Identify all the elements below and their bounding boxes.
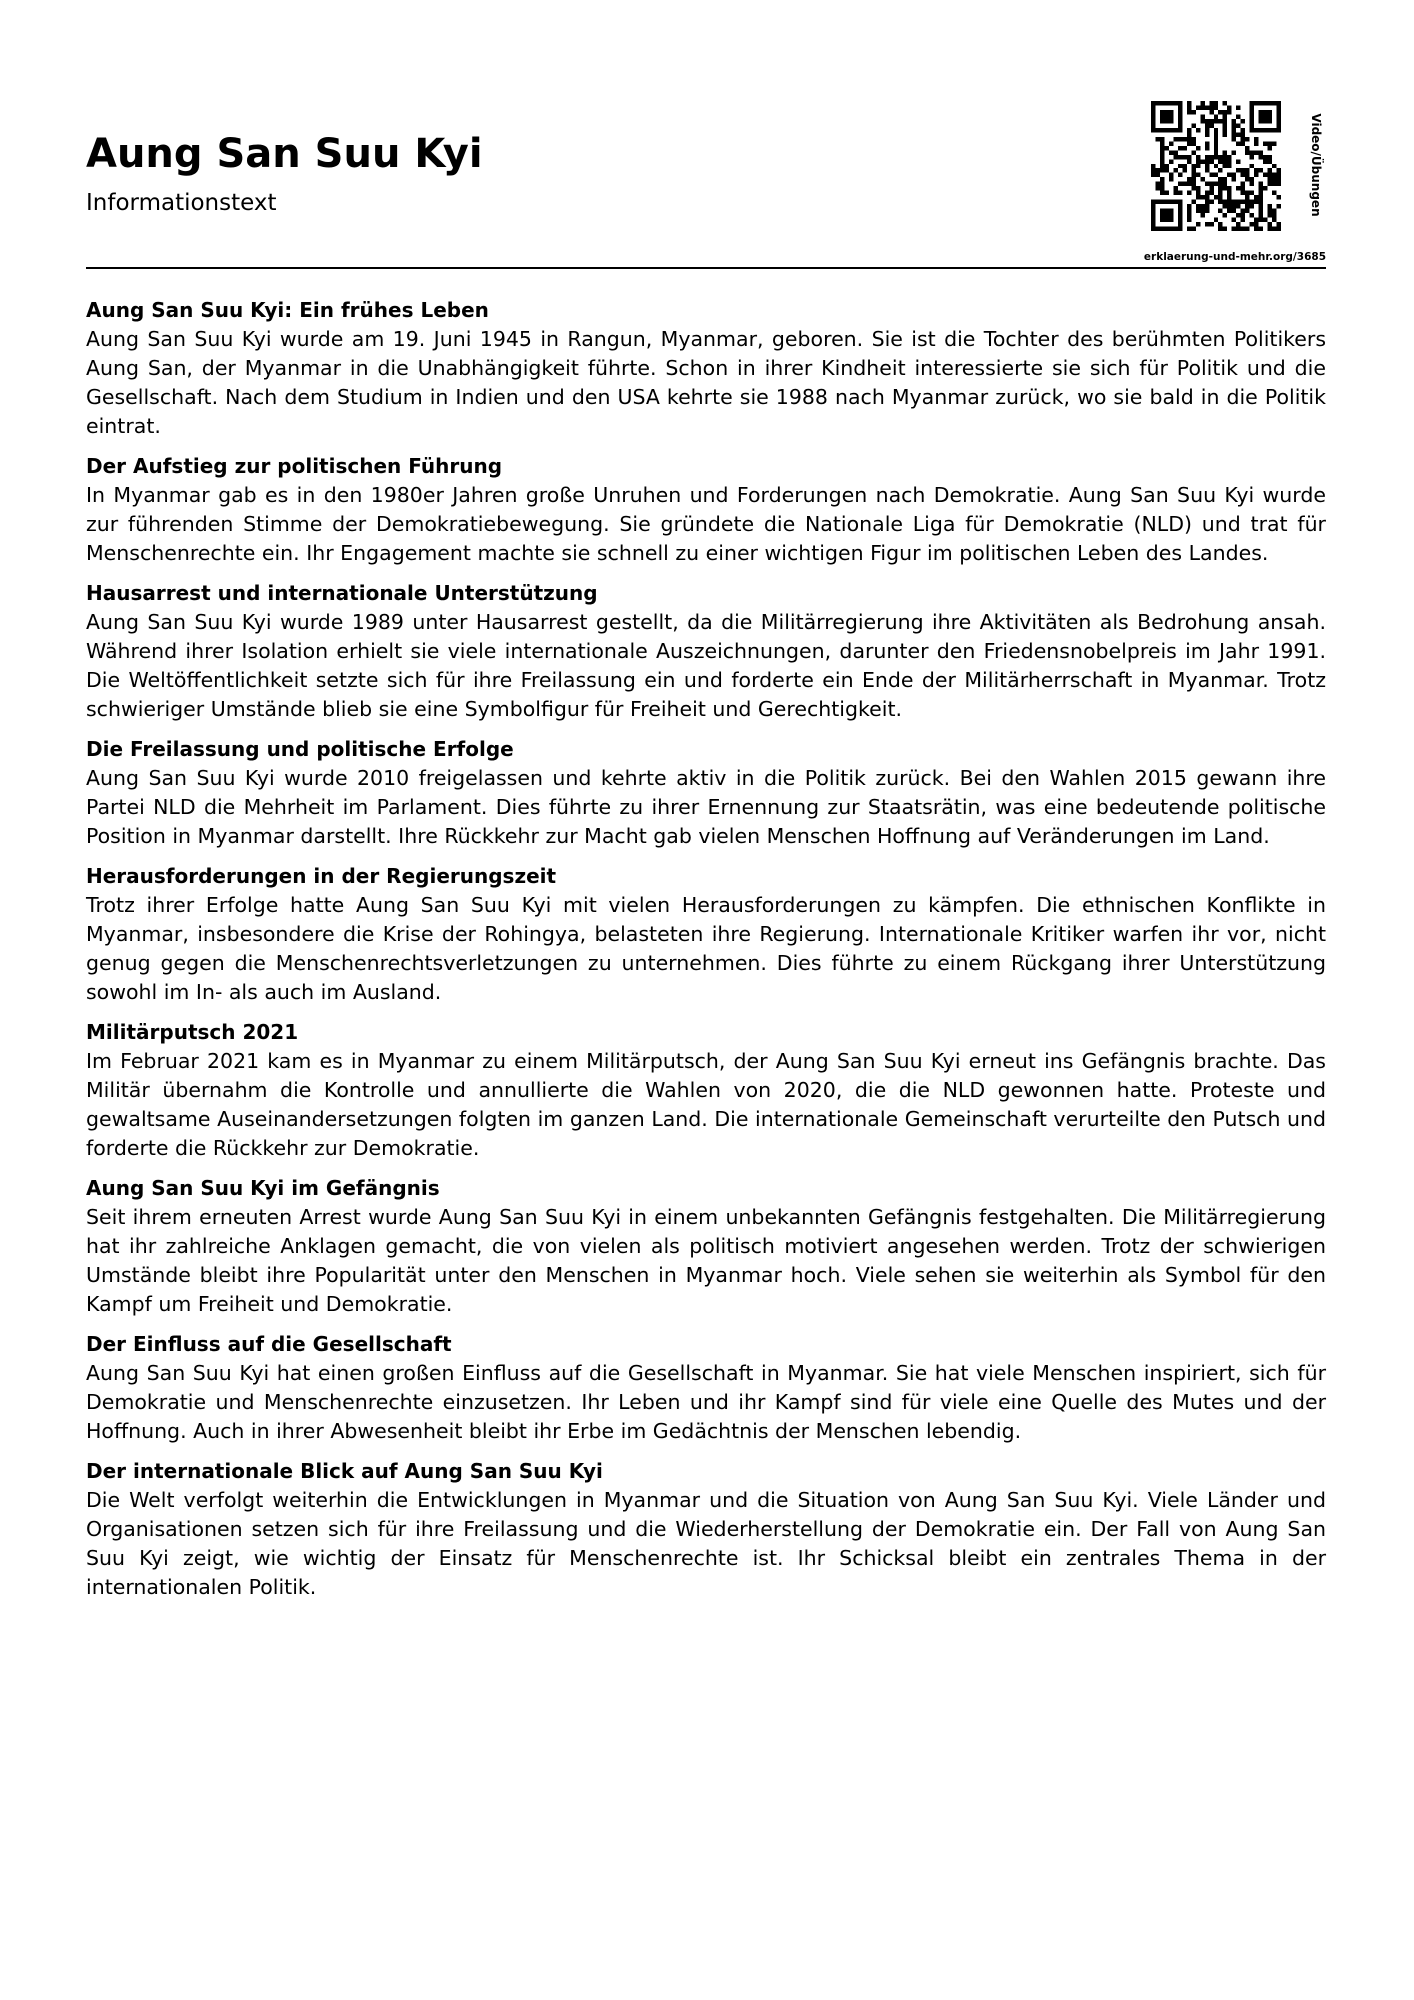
page-subtitle: Informationstext [86, 190, 277, 216]
section-text: Die Welt verfolgt weiterhin die Entwicklungen in Myanmar und die Situation von Aung San Suu Kyi. Viele Länder und Organisationen setzen sich für ihre Freilassung und die Wiederherstellung der Demokratie ein. Der Fall von Aung San Suu Kyi zeigt, wie wichtig der Einsatz für Menschenrechte ist. Ihr Schicksal bleibt ein zentrales Thema in der internationalen Politik. [86, 1488, 1326, 1599]
section-political-rise [86, 452, 1326, 568]
header-divider [86, 267, 1326, 269]
section-release [86, 735, 1326, 851]
document-body [86, 296, 1326, 1613]
qr-code-icon[interactable] [1151, 101, 1281, 231]
section-text: Aung San Suu Kyi wurde 2010 freigelassen und kehrte aktiv in die Politik zurück. Bei den Wahlen 2015 gewann ihre Partei NLD die Mehrheit im Parlament. Dies führte zu ihrer Ernennung zur Staatsrätin, was eine bedeutende politische Position in Myanmar darstellt. Ihre Rückkehr zur Macht gab vielen Menschen Hoffnung auf Veränderungen im Land. [86, 766, 1326, 848]
section-coup [86, 1018, 1326, 1163]
section-text: In Myanmar gab es in den 1980er Jahren große Unruhen und Forderungen nach Demokratie. Aung San Suu Kyi wurde zur führenden Stimme der Demokratiebewegung. Sie gründete die Nationale Liga für Demokratie (NLD) und trat für Menschenrechte ein. Ihr Engagement machte sie schnell zu einer wichtigen Figur im politischen Leben des Landes. [86, 483, 1326, 565]
section-early-life [86, 296, 1326, 441]
section-heading: Militärputsch 2021 [86, 1020, 299, 1044]
section-heading: Der internationale Blick auf Aung San Suu Kyi [86, 1459, 603, 1483]
section-heading: Der Einfluss auf die Gesellschaft [86, 1332, 452, 1356]
document-header: Aung San Suu Kyi Informationstext Video/Übungen erklaerung-und-mehr.org/3685 [86, 0, 1326, 270]
source-url[interactable]: erklaerung-und-mehr.org/3685 [1143, 251, 1326, 263]
section-text: Trotz ihrer Erfolge hatte Aung San Suu Kyi mit vielen Herausforderungen zu kämpfen. Die ethnischen Konflikte in Myanmar, insbesondere die Krise der Rohingya, belasteten ihre Regierung. Internationale Kritiker warfen ihr vor, nicht genug gegen die Menschenrechtsverletzungen zu unternehmen. Dies führte zu einem Rückgang ihrer Unterstützung sowohl im In- als auch im Ausland. [86, 893, 1326, 1004]
section-heading: Der Aufstieg zur politischen Führung [86, 454, 503, 478]
section-heading: Aung San Suu Kyi im Gefängnis [86, 1176, 440, 1200]
section-heading: Hausarrest und internationale Unterstützung [86, 581, 598, 605]
section-text: Aung San Suu Kyi hat einen großen Einfluss auf die Gesellschaft in Myanmar. Sie hat viele Menschen inspiriert, sich für Demokratie und Menschenrechte einzusetzen. Ihr Leben und ihr Kampf sind für viele eine Quelle des Mutes und der Hoffnung. Auch in ihrer Abwesenheit bleibt ihr Erbe im Gedächtnis der Menschen lebendig. [86, 1361, 1326, 1443]
section-heading: Die Freilassung und politische Erfolge [86, 737, 514, 761]
section-text: Im Februar 2021 kam es in Myanmar zu einem Militärputsch, der Aung San Suu Kyi erneut ins Gefängnis brachte. Das Militär übernahm die Kontrolle und annullierte die Wahlen von 2020, die die NLD gewonnen hatte. Proteste und gewaltsame Auseinandersetzungen folgten im ganzen Land. Die internationale Gemeinschaft verurteilte den Putsch und forderte die Rückkehr zur Demokratie. [86, 1049, 1326, 1160]
section-text: Aung San Suu Kyi wurde am 19. Juni 1945 in Rangun, Myanmar, geboren. Sie ist die Tochter des berühmten Politikers Aung San, der Myanmar in die Unabhängigkeit führte. Schon in ihrer Kindheit interessierte sie sich für Politik und die Gesellschaft. Nach dem Studium in Indien und den USA kehrte sie 1988 nach Myanmar zurück, wo sie bald in die Politik eintrat. [86, 327, 1326, 438]
section-heading: Aung San Suu Kyi: Ein frühes Leben [86, 298, 489, 322]
section-influence [86, 1330, 1326, 1446]
section-prison [86, 1174, 1326, 1319]
section-house-arrest [86, 579, 1326, 724]
section-text: Aung San Suu Kyi wurde 1989 unter Hausarrest gestellt, da die Militärregierung ihre Aktivitäten als Bedrohung ansah. Während ihrer Isolation erhielt sie viele internationale Auszeichnungen, darunter den Friedensnobelpreis im Jahr 1991. Die Weltöffentlichkeit setzte sich für ihre Freilassung ein und forderte ein Ende der Militärherrschaft in Myanmar. Trotz schwieriger Umstände blieb sie eine Symbolfigur für Freiheit und Gerechtigkeit. [86, 610, 1326, 721]
section-challenges [86, 862, 1326, 1007]
page-title: Aung San Suu Kyi [86, 131, 483, 177]
section-international-view [86, 1457, 1326, 1602]
section-heading: Herausforderungen in der Regierungszeit [86, 864, 557, 888]
section-text: Seit ihrem erneuten Arrest wurde Aung San Suu Kyi in einem unbekannten Gefängnis festgehalten. Die Militärregierung hat ihr zahlreiche Anklagen gemacht, die von vielen als politisch motiviert angesehen werden. Trotz der schwierigen Umstände bleibt ihre Popularität unter den Menschen in Myanmar hoch. Viele sehen sie weiterhin als Symbol für den Kampf um Freiheit und Demokratie. [86, 1205, 1326, 1316]
